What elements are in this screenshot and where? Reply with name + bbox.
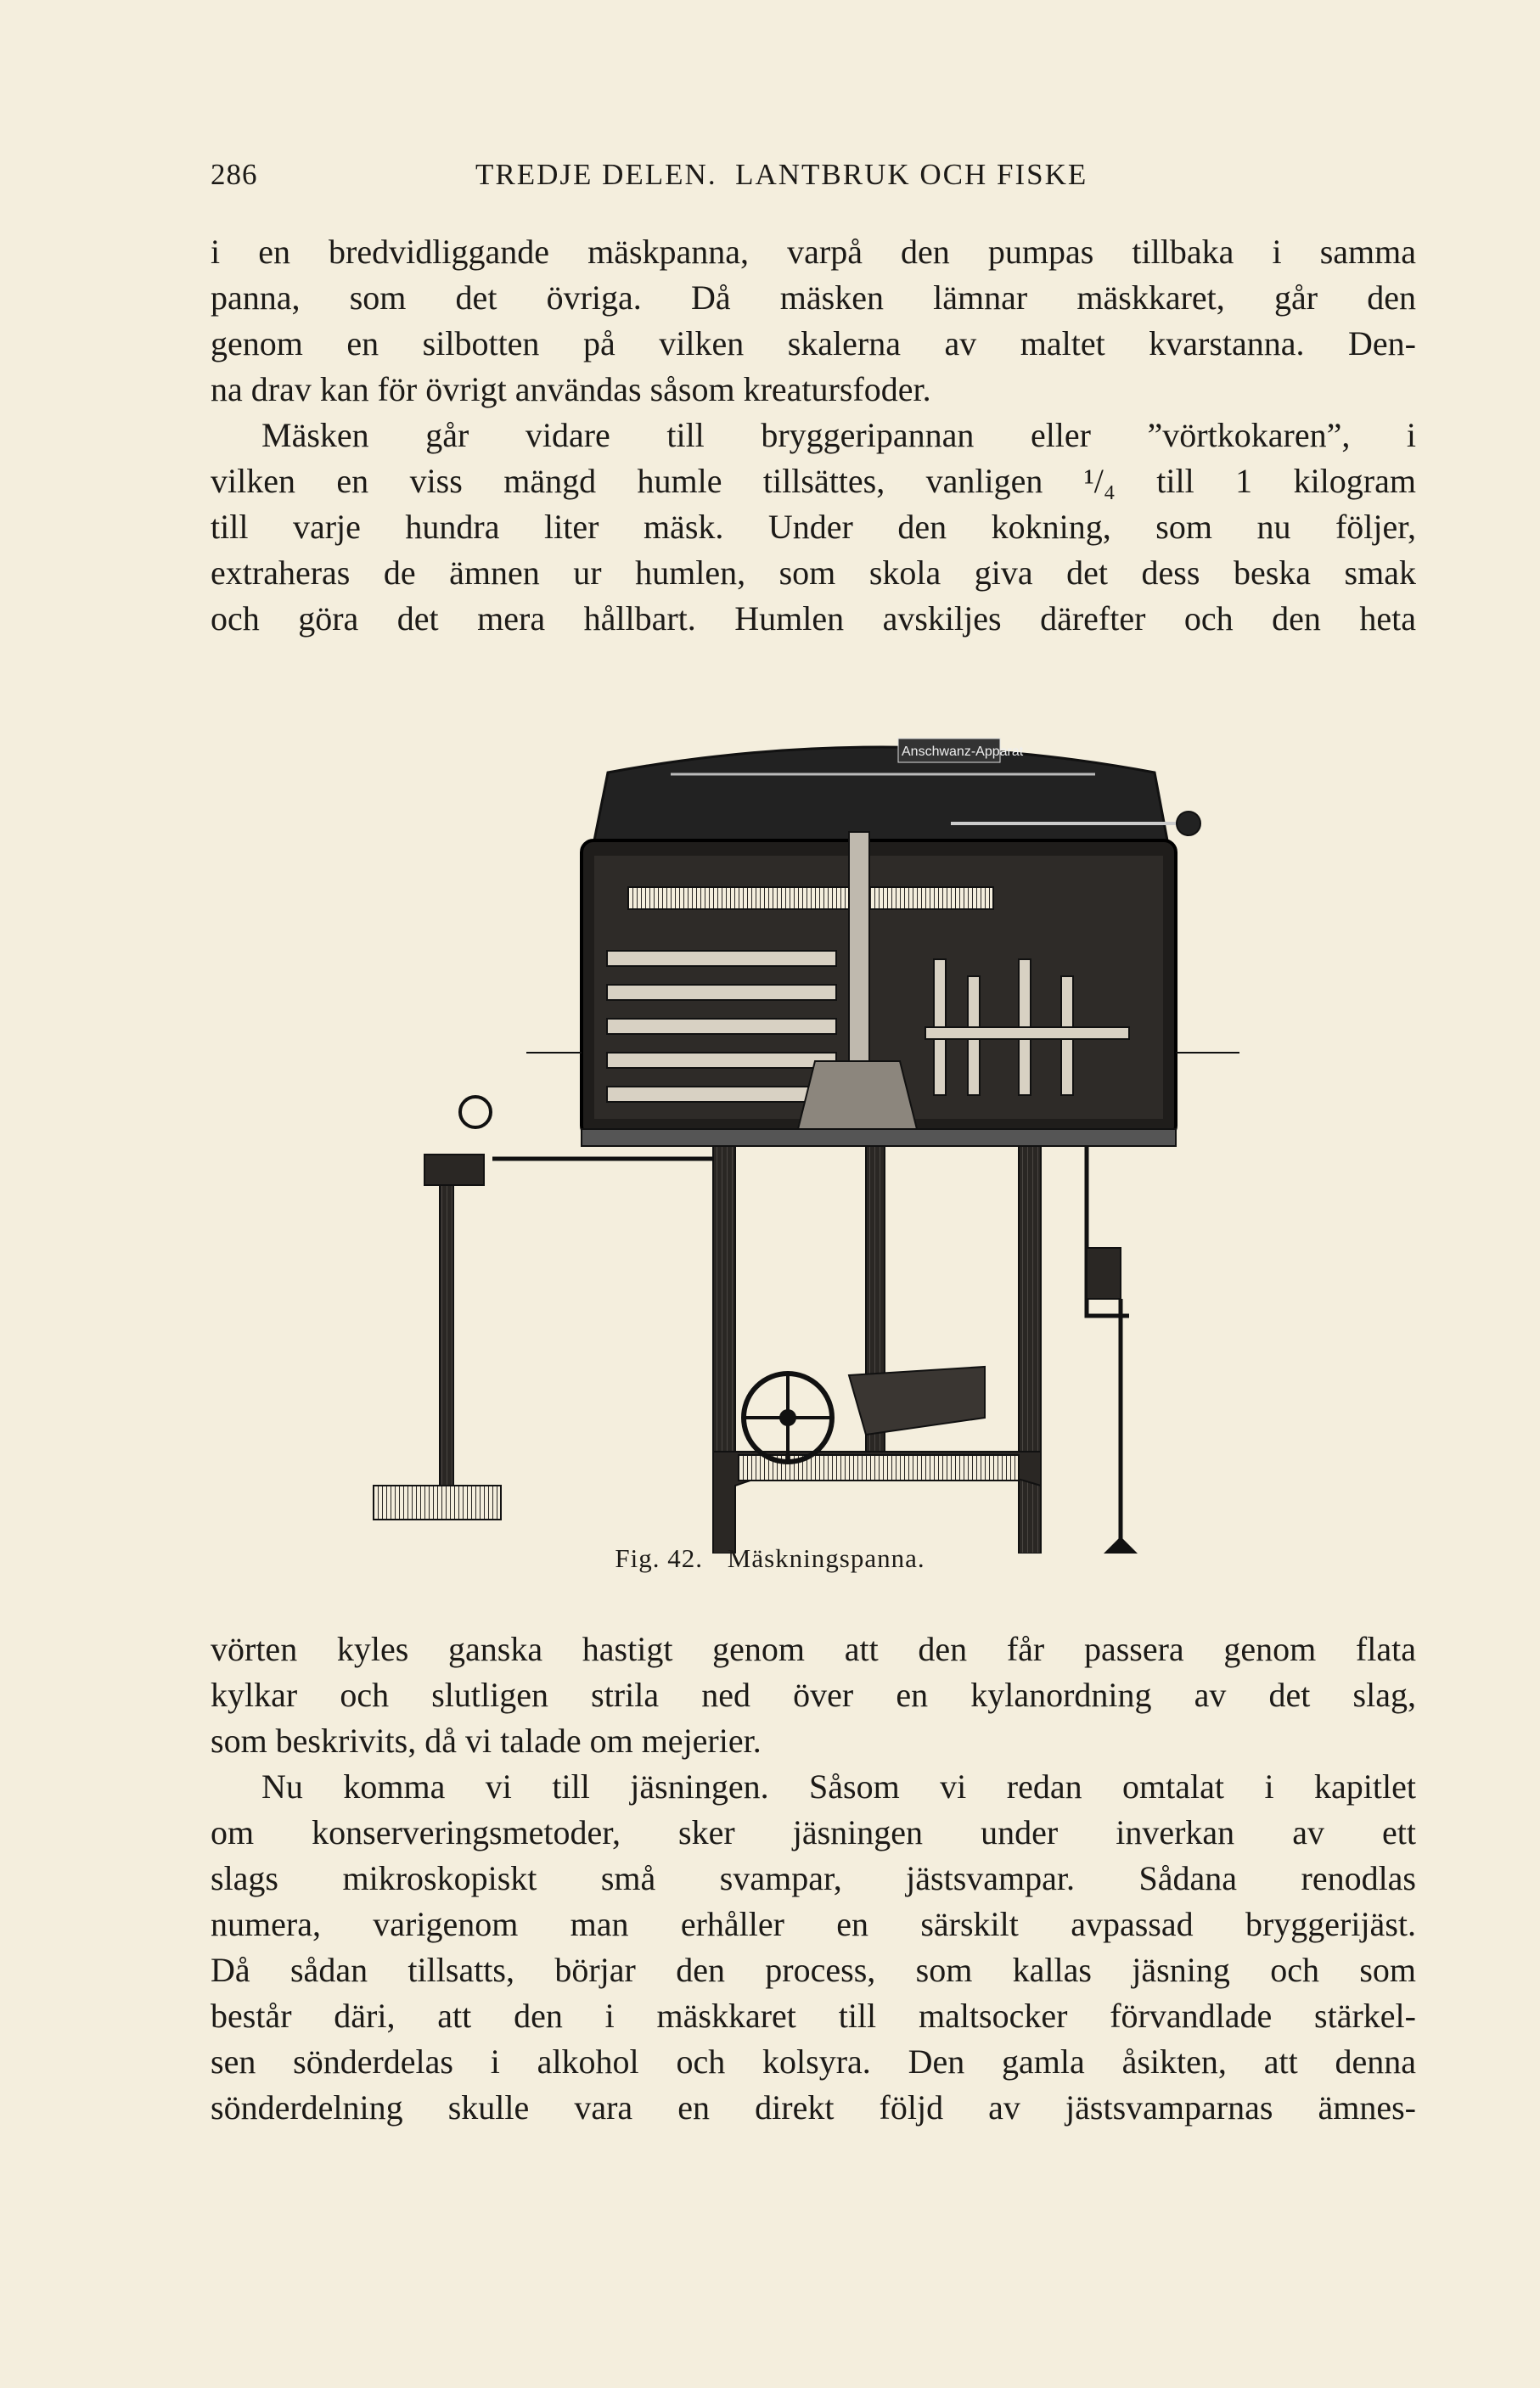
text-line: Mäsken går vidare till bryggeripannan eller ”vörtkokaren”, i (261, 416, 1416, 454)
stand-frame (713, 1146, 1041, 1554)
figure-mashing-vessel (340, 705, 1273, 1554)
text-line: vilken en viss mängd humle tillsättes, vanligen ¹/₄ till 1 kilogram (211, 462, 1416, 500)
paragraph-4 (211, 1764, 1416, 2131)
lid-plate-text: Anschwanz-Apparat (902, 744, 1024, 759)
text-line: Nu komma vi till jäsningen. Såsom vi redan omtalat i kapitlet (261, 1767, 1416, 1806)
paragraph-3 (211, 1627, 1416, 1764)
paragraph-1 (211, 229, 1416, 413)
text-line: numera, varigenom man erhåller en särskilt avpassad bryggerijäst. (211, 1905, 1416, 1943)
text-line: genom en silbotten på vilken skalerna av maltet kvarstanna. Den- (211, 324, 1416, 362)
page-header (211, 158, 1416, 200)
text-line: na drav kan för övrigt användas såsom kreatursfoder. (211, 370, 931, 408)
pump-base (374, 1486, 501, 1520)
text-line: sen sönderdelas i alkohol och kolsyra. Den gamla åsikten, att denna (211, 2042, 1416, 2081)
text-line: i en bredvidliggande mäskpanna, varpå den pumpas tillbaka i samma (211, 233, 1416, 271)
figure-title: Mäskningspanna. (727, 1543, 925, 1573)
text-line: till varje hundra liter mäsk. Under den kokning, som nu följer, (211, 508, 1416, 546)
paragraph-2 (211, 413, 1416, 642)
gauge-icon (460, 1097, 491, 1127)
text-line: om konserveringsmetoder, sker jäsningen under inverkan av ett (211, 1813, 1416, 1851)
text-line: och göra det mera hållbart. Humlen avskiljes därefter och den heta (211, 599, 1416, 638)
text-line: vörten kyles ganska hastigt genom att den får passera genom flata (211, 1630, 1416, 1668)
page-number: 286 (211, 158, 258, 191)
running-title: TREDJE DELEN. LANTBRUK OCH FISKE (475, 158, 1088, 191)
mashing-vessel-illustration (340, 705, 1273, 1554)
vessel-lid (594, 747, 1167, 840)
text-line: slags mikroskopiskt små svampar, jästsvampar. Sådana renodlas (211, 1859, 1416, 1897)
text-line: extraheras de ämnen ur humlen, som skola giva det dess beska smak (211, 553, 1416, 592)
text-line: panna, som det övriga. Då mäsken lämnar mäskkaret, går den (211, 278, 1416, 317)
text-line: Då sådan tillsatts, börjar den process, som kallas jäsning och som (211, 1951, 1416, 1989)
text-line: består däri, att den i mäskkaret till maltsocker förvandlade stärkel- (211, 1997, 1416, 2035)
text-line: kylkar och slutligen strila ned över en kylanordning av det slag, (211, 1676, 1416, 1714)
figure-label: Fig. 42. (615, 1543, 703, 1573)
text-line: sönderdelning skulle vara en direkt följd av jästsvamparnas ämnes- (211, 2088, 1416, 2127)
gear-wheel (628, 887, 993, 909)
figure-caption (0, 1543, 1540, 1574)
text-line: som beskrivits, då vi talade om mejerier. (211, 1722, 762, 1760)
